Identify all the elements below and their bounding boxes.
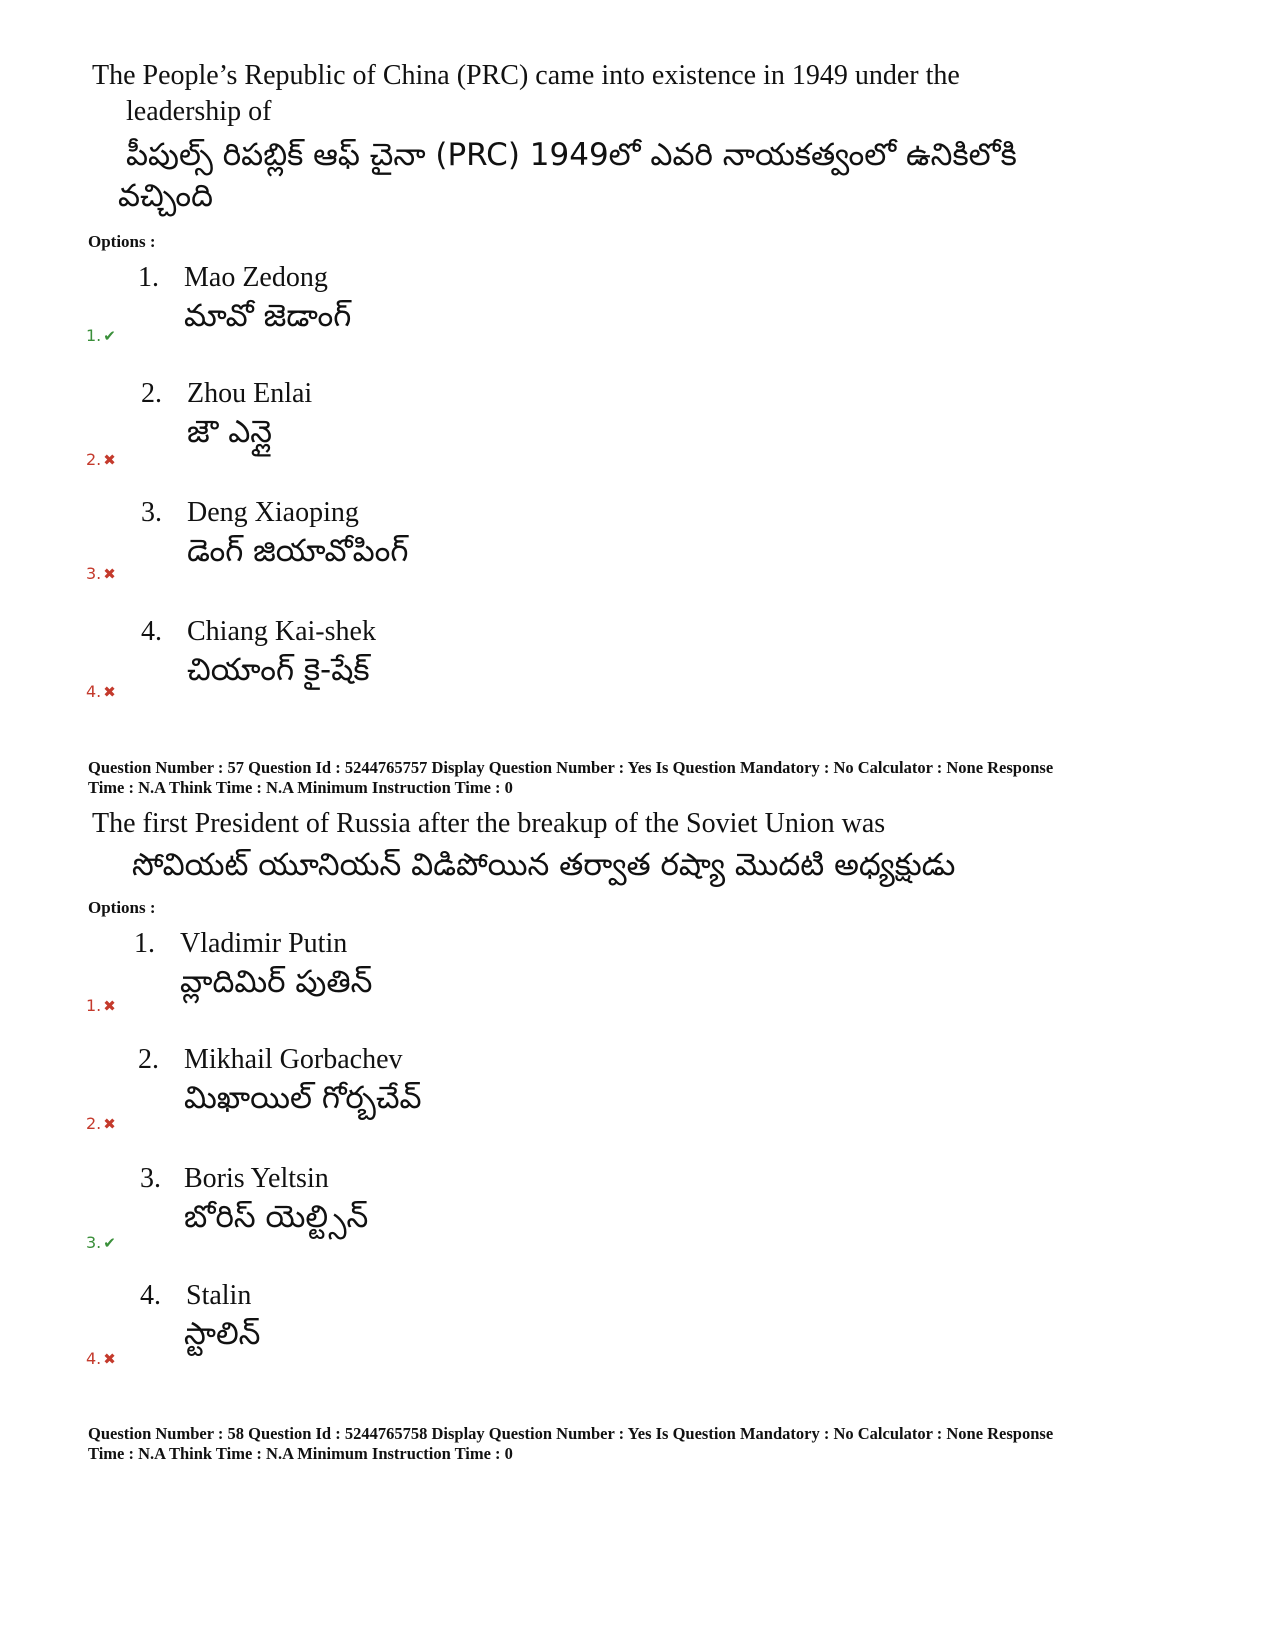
question-text-en: The first President of Russia after the breakup of the Soviet Union was [92, 808, 886, 839]
wrong-answer-marker: 3. ✖ [86, 564, 116, 583]
option-text-en: Zhou Enlai [187, 378, 313, 409]
cross-icon: ✖ [103, 565, 116, 583]
options-label: Options : [88, 232, 156, 251]
question-meta [88, 758, 1198, 798]
option-number: 1. [134, 928, 155, 959]
option-text-te: మావో జెడాంగ్ [184, 298, 352, 334]
correct-answer-marker: 1. ✔ [86, 326, 116, 345]
option-text-en: Vladimir Putin [180, 928, 348, 959]
question-meta [88, 1424, 1198, 1464]
option-text-te: జౌ ఎన్లై [187, 414, 272, 450]
correct-answer-marker: 3. ✔ [86, 1233, 116, 1252]
question-text-te-line1: పీపుల్స్ రిపబ్లిక్ ఆఫ్ చైనా (PRC) 1949లో ఎవరి నాయకత్వంలో ఉనికిలోకి [126, 137, 1017, 173]
question-text-en-line1: The People’s Republic of China (PRC) came into existence in 1949 under the [92, 60, 960, 91]
wrong-answer-marker: 1. ✖ [86, 996, 116, 1015]
option-text-en: Boris Yeltsin [184, 1163, 329, 1194]
option-text-en: Stalin [186, 1280, 252, 1311]
option-number: 2. [141, 378, 162, 409]
option-text-te: చియాంగ్ కై-షేక్ [187, 652, 370, 688]
question-text-te-line2: వచ్చింది [118, 178, 213, 214]
option-text-te: వ్లాదిమిర్ పుతిన్ [180, 964, 373, 1000]
question-meta-line1: Question Number : 57 Question Id : 5244765757 Display Question Number : Yes Is Question Mandatory : No Calculator : None Response [88, 758, 1054, 777]
options-label: Options : [88, 898, 156, 917]
option-text-te: డెంగ్ జియావోపింగ్ [187, 533, 409, 569]
option-text-te: స్టాలిన్ [184, 1316, 261, 1352]
question-meta-line2: Time : N.A Think Time : N.A Minimum Instruction Time : 0 [88, 1444, 513, 1463]
check-icon: ✔ [103, 1234, 116, 1252]
option-text-te: మిఖాయిల్ గోర్బచేవ్ [184, 1080, 422, 1116]
option-number: 2. [138, 1044, 159, 1075]
wrong-answer-marker: 2. ✖ [86, 450, 116, 469]
cross-icon: ✖ [103, 1115, 116, 1133]
option-text-en: Mao Zedong [184, 262, 328, 293]
option-text-te: బోరిస్ యెల్ట్సిన్ [184, 1199, 369, 1235]
question-meta-line1: Question Number : 58 Question Id : 5244765758 Display Question Number : Yes Is Question Mandatory : No Calculator : None Response [88, 1424, 1054, 1443]
cross-icon: ✖ [103, 451, 116, 469]
option-text-en: Mikhail Gorbachev [184, 1044, 403, 1075]
wrong-answer-marker: 4. ✖ [86, 682, 116, 701]
option-number: 4. [141, 616, 162, 647]
option-text-en: Deng Xiaoping [187, 497, 359, 528]
question-text-te: సోవియట్ యూనియన్ విడిపోయిన తర్వాత రష్యా మొదటి అధ్యక్షుడు [132, 847, 956, 883]
cross-icon: ✖ [103, 997, 116, 1015]
wrong-answer-marker: 4. ✖ [86, 1349, 116, 1368]
wrong-answer-marker: 2. ✖ [86, 1114, 116, 1133]
option-number: 3. [141, 497, 162, 528]
cross-icon: ✖ [103, 1350, 116, 1368]
option-number: 1. [138, 262, 159, 293]
check-icon: ✔ [103, 327, 116, 345]
option-number: 4. [140, 1280, 161, 1311]
cross-icon: ✖ [103, 683, 116, 701]
option-text-en: Chiang Kai-shek [187, 616, 376, 647]
option-number: 3. [140, 1163, 161, 1194]
question-text-en-line2: leadership of [126, 96, 272, 127]
question-meta-line2: Time : N.A Think Time : N.A Minimum Instruction Time : 0 [88, 778, 513, 797]
